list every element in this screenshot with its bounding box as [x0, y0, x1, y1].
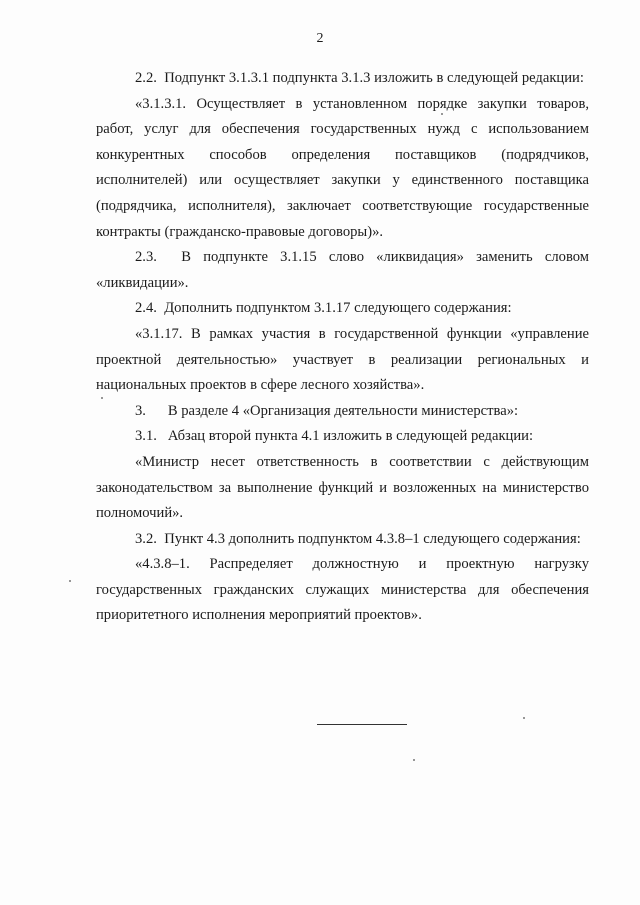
paragraph-3-1-17-text: «3.1.17. В рамках участия в государственной функции «управление проектной деятельностью» участвует в реализации региональных и национальных проектов в сфере лесного хозяйства».: [96, 325, 589, 394]
paragraph-2-4: 2.4. Дополнить подпунктом 3.1.17 следующего содержания:: [135, 300, 512, 317]
scan-speck: [101, 397, 103, 399]
paragraph-3-1-3-1-text: «3.1.3.1. Осуществляет в установленном порядке закупки товаров, работ, услуг для обеспечения государственных нужд с использованием конкурентных способов определения поставщиков (подрядчиков, исполнителей) или осуществляет закупки у единственного поставщика (подрядчика, исполнителя), заключает соответствующие государственные контракты (гражданско-правовые договоры)».: [96, 95, 589, 240]
paragraph-minister-text: «Министр несет ответственность в соответствии с действующим законодательством за выполнение функций и возложенных на министерство полномочий».: [96, 453, 589, 522]
scan-speck: [69, 580, 71, 582]
paragraph-3-2: 3.2. Пункт 4.3 дополнить подпунктом 4.3.8–1 следующего содержания:: [135, 530, 581, 547]
paragraph-4-3-8-1-text: «4.3.8–1. Распределяет должностную и проектную нагрузку государственных гражданских служащих министерства для обеспечения приоритетного исполнения мероприятий проектов».: [96, 556, 589, 624]
page-number: 2: [316, 31, 324, 46]
scan-speck: [523, 717, 525, 719]
document-body: [96, 66, 589, 629]
paragraph-2-3: 2.3. В подпункте 3.1.15 слово «ликвидация» заменить словом «ликвидации».: [96, 249, 589, 291]
end-divider-line: [317, 724, 407, 725]
paragraph-3: 3. В разделе 4 «Организация деятельности министерства»:: [135, 402, 519, 419]
paragraph-2-2: 2.2. Подпункт 3.1.3.1 подпункта 3.1.3 изложить в следующей редакции:: [135, 70, 584, 86]
scan-speck: [413, 759, 415, 761]
paragraph-3-1: 3.1. Абзац второй пункта 4.1 изложить в следующей редакции:: [135, 428, 534, 445]
scan-speck: [441, 113, 443, 115]
